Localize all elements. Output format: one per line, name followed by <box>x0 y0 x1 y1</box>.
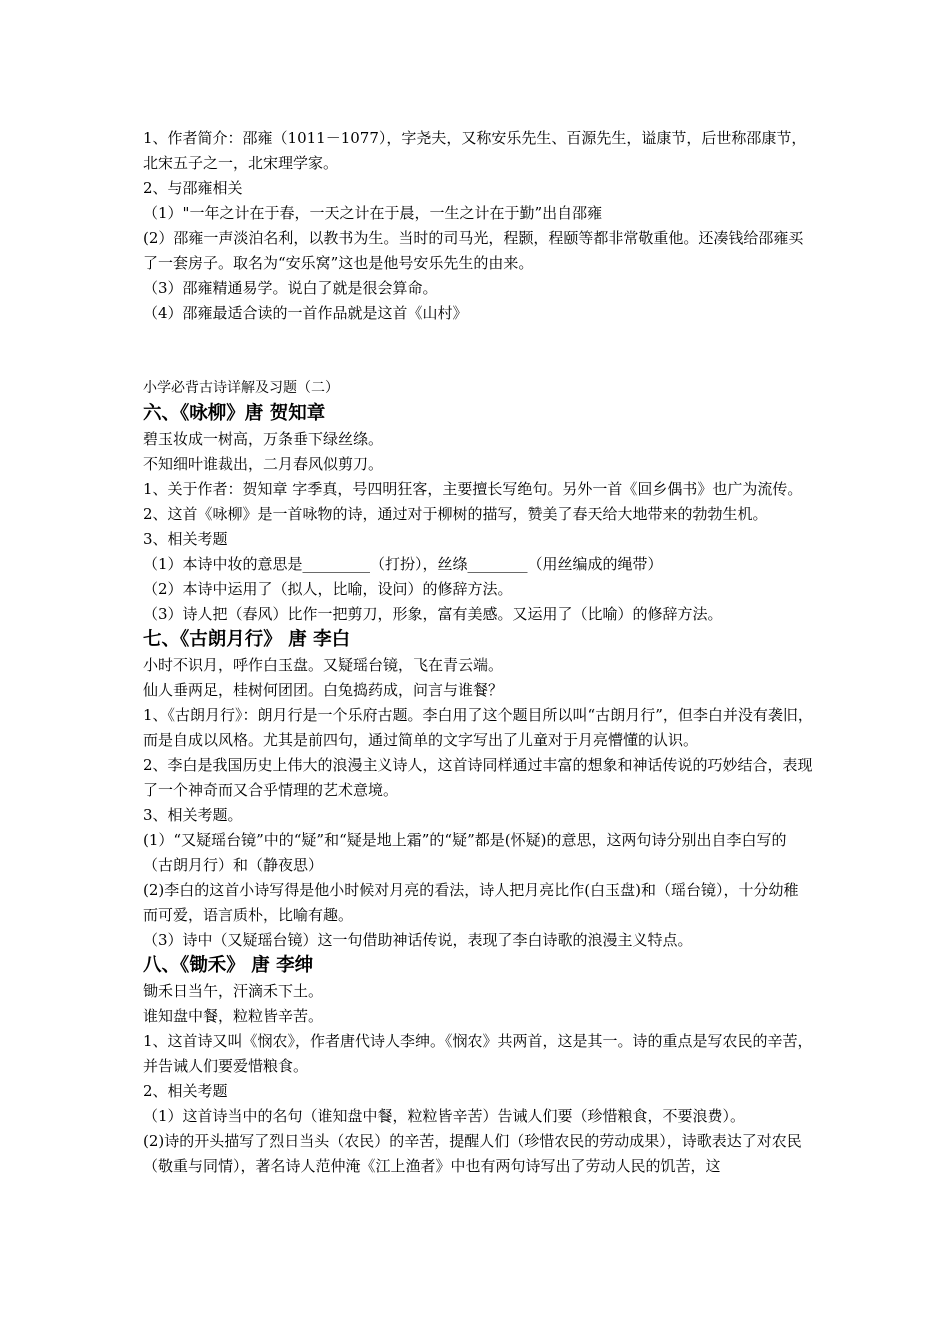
section-7-question-1: (1）“又疑瑶台镜”中的“疑”和“疑是地上霜”的“疑”都是(怀疑)的意思，这两句诗分别出自李白写的（古朗月行）和（静夜思） <box>143 831 787 874</box>
document-page <box>143 126 813 1179</box>
intro-item-2: (2）邵雍一声淡泊名利，以教书为生。当时的司马光，程颢，程颐等都非常敬重他。还凑钱给邵雍买了一套房子。取名为“安乐窝”这也是他号安乐先生的由来。 <box>143 229 804 272</box>
poem-line: 碧玉妆成一树高，万条垂下绿丝绦。 <box>143 430 384 448</box>
section-7-question-3: （3）诗中（又疑瑶台镜）这一句借助神话传说，表现了李白诗歌的浪漫主义特点。 <box>143 931 693 949</box>
section-7-question-2: (2)李白的这首小诗写得是他小时候对月亮的看法，诗人把月亮比作(白玉盘)和（瑶台镜），十分幼稚而可爱，语言质朴，比喻有趣。 <box>143 881 799 924</box>
section-6-title: 六、《咏柳》唐 贺知章 <box>143 403 326 424</box>
section-6-question-1: （1）本诗中妆的意思是_________（打扮），丝绦________（用丝编成的绳带） <box>143 555 663 573</box>
section-6-question-3: （3）诗人把（春风）比作一把剪刀，形象，富有美感。又运用了（比喻）的修辞方法。 <box>143 605 723 623</box>
section-8-question-2: (2)诗的开头描写了烈日当头（农民）的辛苦，提醒人们（珍惜农民的劳动成果），诗歌表达了对农民（敬重与同情），著名诗人范仲淹《江上渔者》中也有两句诗写出了劳动人民的饥苦，这 <box>143 1132 802 1175</box>
section-7-note-2: 2、李白是我国历史上伟大的浪漫主义诗人，这首诗同样通过丰富的想象和神话传说的巧妙结合，表现了一个神奇而又合乎情理的艺术意境。 <box>143 756 813 799</box>
intro-item-1: （1）"一年之计在于春，一天之计在于晨，一生之计在于勤”出自邵雍 <box>143 204 603 222</box>
poem-line: 谁知盘中餐，粒粒皆辛苦。 <box>143 1007 324 1025</box>
intro-item-3: （3）邵雍精通易学。说白了就是很会算命。 <box>143 279 438 297</box>
section-6-question-2: （2）本诗中运用了（拟人，比喻，设问）的修辞方法。 <box>143 580 513 598</box>
intro-item-4: （4）邵雍最适合读的一首作品就是这首《山村》 <box>143 304 468 322</box>
section-6-questions-heading: 3、相关考题 <box>143 530 228 548</box>
section-7-note-1: 1、《古朗月行》：朗月行是一个乐府古题。李白用了这个题目所以叫“古朗月行”，但李白并没有袭旧，而是自成以风格。尤其是前四句，通过简单的文字写出了儿童对于月亮懵懂的认识。 <box>143 706 813 749</box>
section-7-title: 七、《古朗月行》 唐 李白 <box>143 629 351 650</box>
poem-line: 小时不识月，呼作白玉盘。又疑瑶台镜，飞在青云端。 <box>143 656 504 674</box>
section-6-description: 2、这首《咏柳》是一首咏物的诗，通过对于柳树的描写，赞美了春天给大地带来的勃勃生机。 <box>143 505 768 523</box>
section-8-title: 八、《锄禾》 唐 李绅 <box>143 955 314 976</box>
section-gap <box>143 326 813 376</box>
intro-author-paragraph: 1、作者简介：邵雍（1011－1077），字尧夫，又称安乐先生、百源先生，谥康节，后世称邵康节，北宋五子之一，北宋理学家。 <box>143 129 807 172</box>
intro-heading-related: 2、与邵雍相关 <box>143 179 243 197</box>
section-7-questions-heading: 3、相关考题。 <box>143 806 243 824</box>
document-subtitle: 小学必背古诗详解及习题（二） <box>143 380 339 396</box>
poem-line: 锄禾日当午，汗滴禾下土。 <box>143 982 324 1000</box>
section-8-questions-heading: 2、相关考题 <box>143 1082 228 1100</box>
section-8-note-1: 1、这首诗又叫《悯农》，作者唐代诗人李绅。《悯农》共两首，这是其一。诗的重点是写农民的辛苦，并告诫人们要爱惜粮食。 <box>143 1032 813 1075</box>
section-6-author-note: 1、关于作者：贺知章 字季真，号四明狂客，主要擅长写绝句。另外一首《回乡偶书》也广为流传。 <box>143 480 803 498</box>
poem-line: 仙人垂两足，桂树何团团。白兔捣药成，问言与谁餐？ <box>143 681 504 699</box>
section-8-question-1: （1）这首诗当中的名句（谁知盘中餐，粒粒皆辛苦）告诫人们要（珍惜粮食，不要浪费）。 <box>143 1107 746 1125</box>
poem-line: 不知细叶谁裁出，二月春风似剪刀。 <box>143 455 384 473</box>
